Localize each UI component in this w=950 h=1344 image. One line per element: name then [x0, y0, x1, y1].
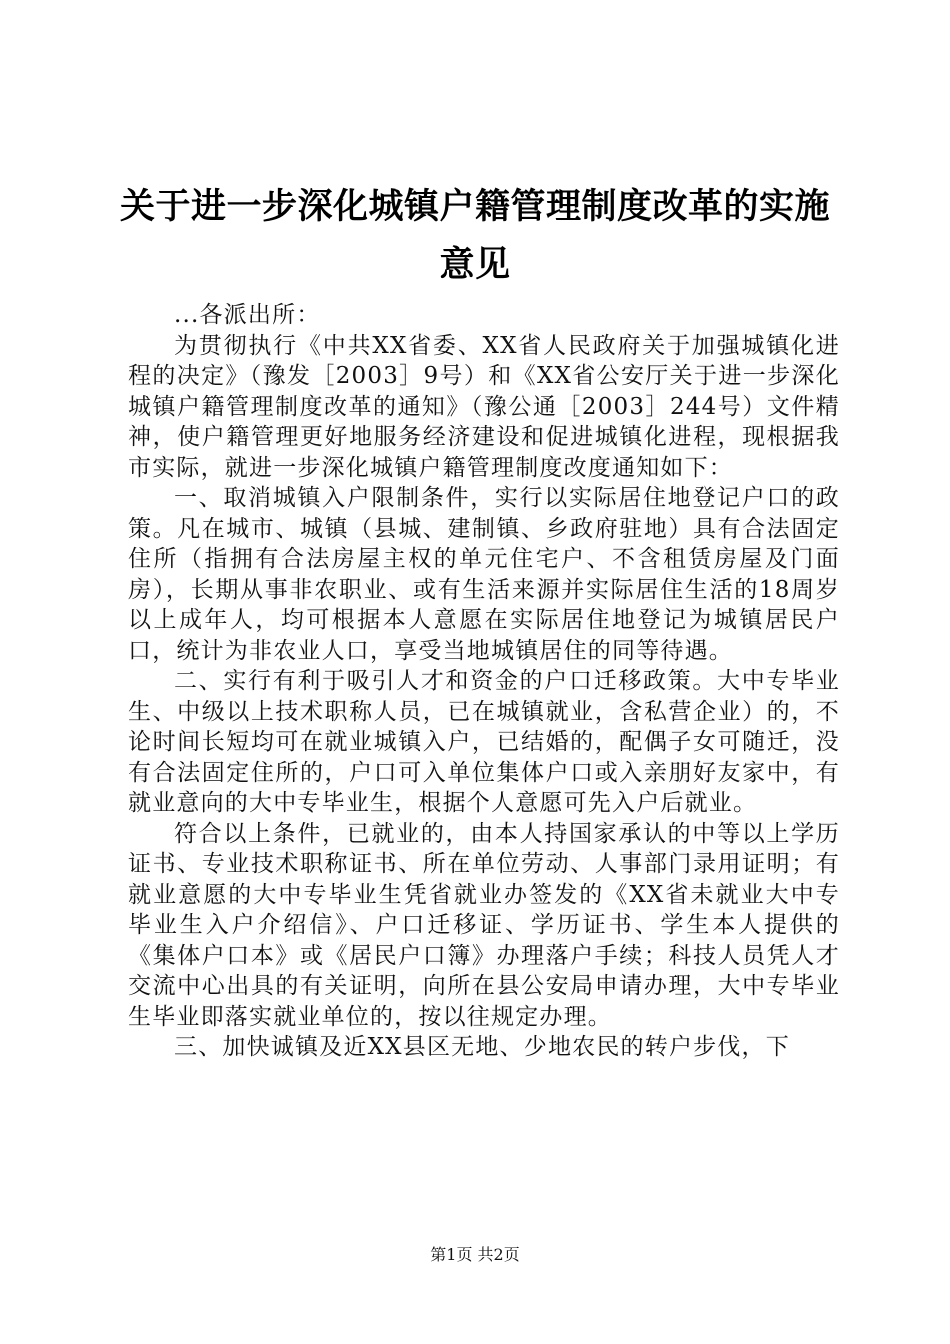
paragraph-intro: 为贯彻执行《中共XX省委、XX省人民政府关于加强城镇化进程的决定》（豫发［2003］9号）和《XX省公安厅关于进一步深化城镇户籍管理制度改革的通知》（豫公通［2003］244号）文件精神，使户籍管理更好地服务经济建设和促进城镇化进程，现根据我市实际，就进一步深化城镇户籍管理制度改度通知如下：	[128, 332, 840, 481]
document-title: 关于进一步深化城镇户籍管理制度改革的实施意见	[119, 187, 830, 285]
paragraph-section-1: 一、取消城镇入户限制条件，实行以实际居住地登记户口的政策。凡在城市、城镇（县城、建制镇、乡政府驻地）具有合法固定住所（指拥有合法房屋主权的单元住宅户、不含租赁房屋及门面房），长期从事非农职业、或有生活来源并实际居住生活的18周岁以上成年人，均可根据本人意愿在实际居住地登记为城镇居民户口，统计为非农业人口，享受当地城镇居住的同等待遇。	[128, 485, 840, 664]
paragraph-section-3: 三、加快诚镇及近XX县区无地、少地农民的转户步伐，下	[174, 1034, 790, 1060]
salutation: ...各派出所：	[174, 302, 321, 328]
paragraph-section-2: 二、实行有利于吸引人才和资金的户口迁移政策。大中专毕业生、中级以上技术职称人员，已在城镇就业，含私营企业）的，不论时间长短均可在就业城镇入户，已结婚的，配偶子女可随迁，没有合法固定住所的，户口可入单位集体户口或入亲朋好友家中，有就业意向的大中专毕业生，根据个人意愿可先入户后就业。	[128, 668, 840, 816]
page-number-footer: 第1页 共2页	[430, 1245, 520, 1264]
paragraph-section-2-supplement: 符合以上条件，已就业的，由本人持国家承认的中等以上学历证书、专业技术职称证书、所在单位劳动、人事部门录用证明；有就业意愿的大中专毕业生凭省就业办签发的《XX省未就业大中专毕业生入户介绍信》、户口迁移证、学历证书、学生本人提供的《集体户口本》或《居民户口簿》办理落户手续；科技人员凭人才交流中心出具的有关证明，向所在县公安局申请办理，大中专毕业生毕业即落实就业单位的，按以往规定办理。	[128, 820, 840, 1030]
document-body	[128, 300, 840, 1063]
